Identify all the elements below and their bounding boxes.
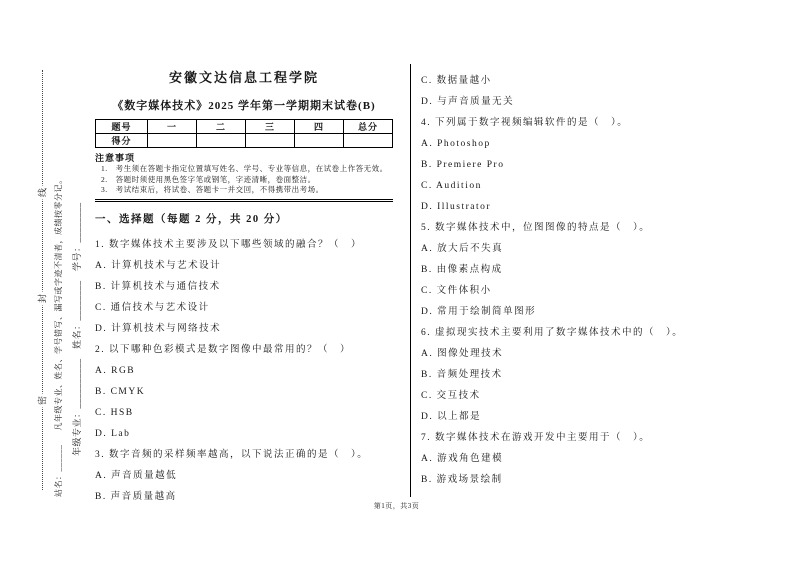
sidebar-warning-text: 凡年级专业、姓名、学号错写、漏写或字迹不清者，成绩按零分记。 xyxy=(54,175,63,431)
sidebar-warning-line xyxy=(53,71,65,497)
left-column xyxy=(95,67,393,508)
sidebar-station-field: 站名：______ xyxy=(54,444,63,497)
question-option: C. Audition xyxy=(421,181,482,191)
question-option: D. 与声音质量无关 xyxy=(421,97,515,107)
score-table xyxy=(95,119,393,148)
question-option: D. 计算机技术与网络技术 xyxy=(95,323,222,334)
score-cell-empty xyxy=(246,134,295,148)
question-option: B. 游戏场景绘制 xyxy=(421,475,503,485)
question-option: B. Premiere Pro xyxy=(421,160,505,170)
question-option: A. 游戏角色建模 xyxy=(421,454,504,464)
page-footer: 第1页，共3页 xyxy=(373,502,420,510)
question-option: B. 计算机技术与通信技术 xyxy=(95,281,221,292)
question-option: D. Lab xyxy=(95,428,131,439)
question-stem: 1. 数字媒体技术主要涉及以下哪些领域的融合？（ ） xyxy=(95,239,363,250)
sidebar-student-fields: 年级专业：__________ 姓名：________ 学号：________ xyxy=(72,202,82,456)
question-list-left xyxy=(95,235,393,508)
score-table-header-cell: 题号 xyxy=(96,120,148,134)
school-title: 安徽文达信息工程学院 xyxy=(168,70,319,85)
score-table-header-cell: 三 xyxy=(246,120,295,134)
notice-item: 1. 考生须在答题卡指定位置填写姓名、学号、专业等信息，在试卷上作答无效。 xyxy=(101,164,388,173)
question-option: C. 数据量越小 xyxy=(421,76,492,86)
score-row-label: 得分 xyxy=(96,134,148,148)
notice-title: 注意事项 xyxy=(95,153,136,163)
score-table-header-cell: 四 xyxy=(295,120,344,134)
question-option: B. 由像素点构成 xyxy=(421,265,503,275)
score-cell-empty xyxy=(197,134,246,148)
score-table-header-cell: 二 xyxy=(197,120,246,134)
score-table-score-row xyxy=(96,134,393,148)
question-stem: 5. 数字媒体技术中，位图图像的特点是（ ）。 xyxy=(421,223,651,233)
question-stem: 4. 下列属于数字视频编辑软件的是（ ）。 xyxy=(421,118,629,128)
question-option: B. CMYK xyxy=(95,386,146,397)
score-cell-empty xyxy=(148,134,197,148)
score-cell-empty xyxy=(344,134,393,148)
question-stem: 7. 数字媒体技术在游戏开发中主要用于（ ）。 xyxy=(421,433,651,443)
question-option: C. 交互技术 xyxy=(421,391,481,401)
seal-char-mi: 密 xyxy=(36,394,49,408)
score-table-header-cell: 一 xyxy=(148,120,197,134)
question-option: C. HSB xyxy=(95,407,134,418)
question-stem: 3. 数字音频的采样频率越高，以下说法正确的是（ ）。 xyxy=(95,449,369,460)
score-cell-empty xyxy=(295,134,344,148)
notice-item: 3. 考试结束后，将试卷、答题卡一并交回，不得携带出考场。 xyxy=(101,185,324,194)
score-table-header-row xyxy=(96,120,393,134)
score-table-header-cell: 总分 xyxy=(344,120,393,134)
double-rule xyxy=(95,199,393,202)
question-option: B. 声音质量越高 xyxy=(95,491,177,502)
right-column xyxy=(421,71,726,491)
question-option: A. 放大后不失真 xyxy=(421,244,504,254)
question-stem: 2. 以下哪种色彩模式是数字图像中最常用的？（ ） xyxy=(95,344,352,355)
column-divider xyxy=(410,64,411,497)
seal-char-feng: 封 xyxy=(36,292,49,306)
question-stem: 6. 虚拟现实技术主要利用了数字媒体技术中的（ ）。 xyxy=(421,328,684,338)
question-option: A. 图像处理技术 xyxy=(421,349,504,359)
exam-title: 《数字媒体技术》2025 学年第一学期期末试卷(B) xyxy=(112,100,376,112)
section-heading: 一、选择题（每题 2 分，共 20 分） xyxy=(95,213,288,225)
question-option: D. Illustrator xyxy=(421,202,492,212)
seal-dotted-line xyxy=(42,70,43,490)
question-option: A. 计算机技术与艺术设计 xyxy=(95,260,222,271)
question-option: A. RGB xyxy=(95,365,136,376)
question-option: A. Photoshop xyxy=(421,139,491,149)
question-option: C. 通信技术与艺术设计 xyxy=(95,302,210,313)
question-option: C. 文件体积小 xyxy=(421,286,492,296)
question-option: B. 音频处理技术 xyxy=(421,370,503,380)
question-option: D. 常用于绘制简单图形 xyxy=(421,307,537,317)
seal-char-xian: 线 xyxy=(36,186,49,200)
question-option: D. 以上都是 xyxy=(421,412,482,422)
notice-item: 2. 答题时须使用黑色签字笔或钢笔，字迹清晰，卷面整洁。 xyxy=(101,174,316,184)
question-option: A. 声音质量越低 xyxy=(95,470,178,481)
